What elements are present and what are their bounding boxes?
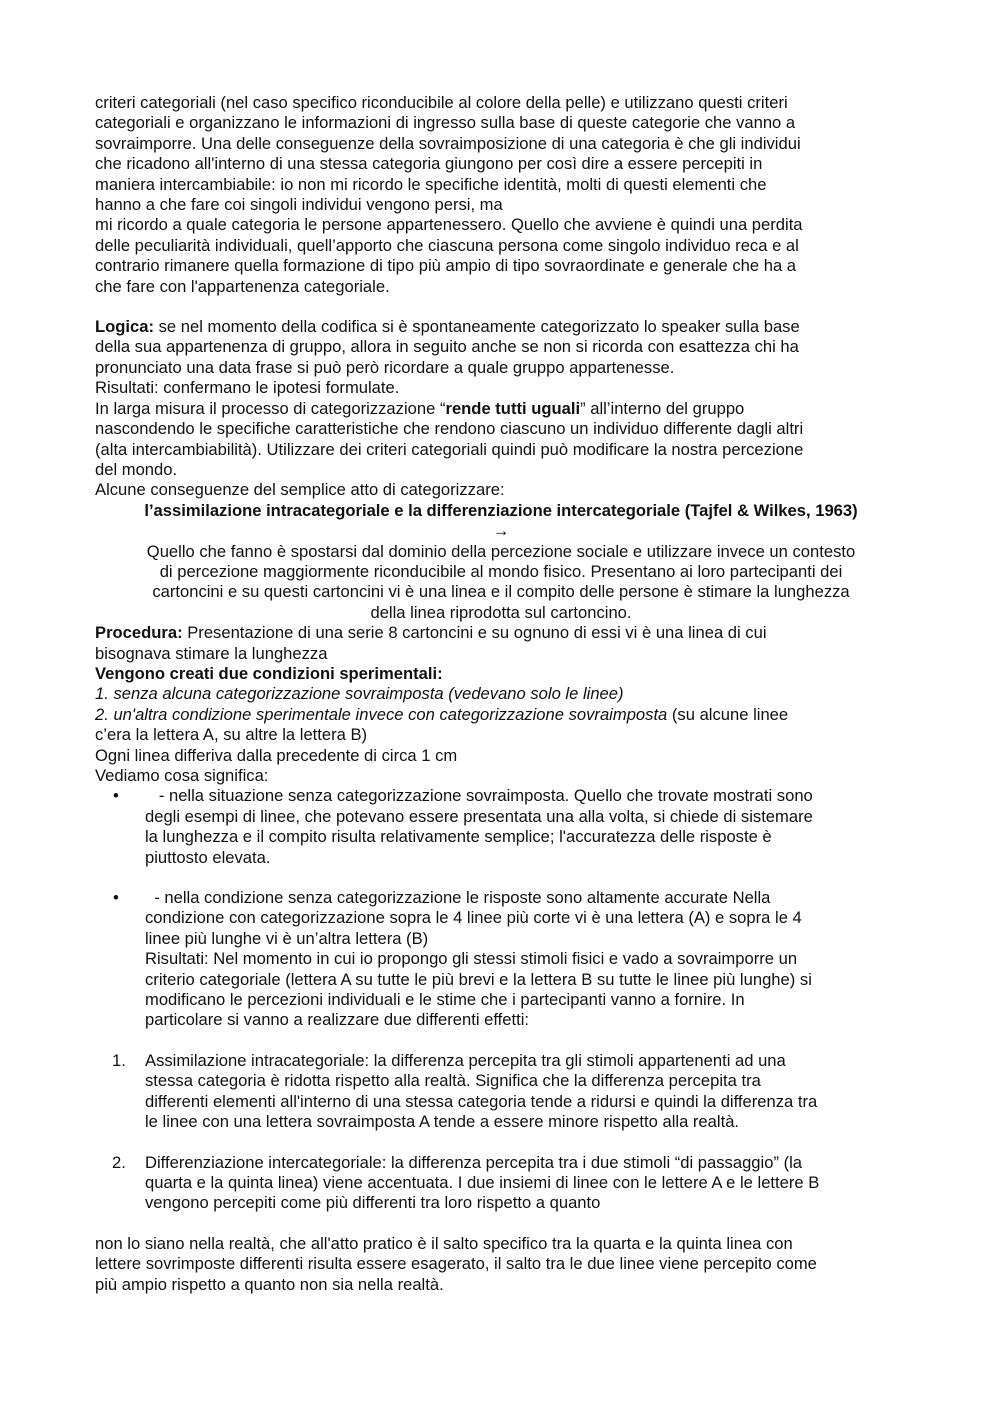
risultati-line: Risultati: confermano le ipotesi formulate. xyxy=(95,378,400,398)
numbered-item xyxy=(95,1051,907,1133)
paragraph-spacer xyxy=(95,1031,907,1051)
condition-2-rest: (su alcune linee xyxy=(667,704,789,724)
vediamo-line: Vediamo cosa significa: xyxy=(95,766,269,785)
arrow-icon: → xyxy=(492,521,510,541)
text-line: piuttosto elevata. xyxy=(145,847,271,867)
text-line: Quello che fanno è spostarsi dal dominio della percezione sociale e utilizzare invece un contesto xyxy=(146,541,856,561)
text-line: della linea riprodotta sul cartoncino. xyxy=(370,602,632,622)
text-line xyxy=(145,786,907,806)
text-line: condizione con categorizzazione sopra le 4 linee più corte vi è una lettera (A) e sopra le 4 xyxy=(145,908,802,928)
text-line: Assimilazione intracategoriale: la differenza percepita tra gli stimoli appartenenti ad una xyxy=(145,1050,786,1070)
text-line xyxy=(145,888,907,908)
text-line: le linee con una lettera sovraimposta A tende a essere minore rispetto alla realtà. xyxy=(145,1112,740,1132)
bullet-item xyxy=(95,888,907,1031)
text-line: c’era la lettera A, su altre la lettera B) xyxy=(95,725,368,745)
text-line: quarta e la quinta linea) viene accentuata. I due insiemi di linee con le lettere A e le lettere B xyxy=(145,1172,820,1192)
larga-after: ” all’interno del gruppo xyxy=(580,398,745,418)
procedura-label: Procedura: xyxy=(95,623,183,643)
intro-paragraph xyxy=(95,93,907,297)
text-line: sovraimporre. Una delle conseguenze della sovraimposizione di una categoria è che gli individui xyxy=(95,133,801,153)
text-line: che ricadono all'interno di una stessa categoria giungono per così dire a essere percepiti in xyxy=(95,154,763,174)
text-line: Differenziazione intercategoriale: la differenza percepita tra i due stimoli “di passaggio” (la xyxy=(145,1152,803,1172)
text-line: criteri categoriali (nel caso specifico riconducibile al colore della pelle) e utilizzano questi criteri xyxy=(95,93,788,112)
condizioni-heading-text: Vengono creati due condizioni sperimentali: xyxy=(95,663,443,683)
text-line: particolare si vanno a realizzare due differenti effetti: xyxy=(145,1010,530,1030)
text-line: criterio categoriale (lettera A su tutte le più brevi e la lettera B su tutte le linee più lunghe) si xyxy=(145,969,812,989)
text-line: (alta intercambiabilità). Utilizzare dei criteri categoriali quindi può modificare la nostra percezione xyxy=(95,439,804,459)
paragraph-spacer xyxy=(95,297,907,317)
text-line: lettere sovrimposte differenti risulta essere esagerato, il salto tra le due linee viene percepito come xyxy=(95,1254,817,1274)
paragraph-spacer xyxy=(95,1214,907,1234)
text-line: degli esempi di linee, che potevano essere presentata una alla volta, si chiede di sistemare xyxy=(145,806,813,826)
text-line: del mondo. xyxy=(95,459,178,479)
procedura-paragraph xyxy=(95,623,907,664)
condizioni-heading xyxy=(95,664,907,684)
paragraph-spacer xyxy=(95,1133,907,1153)
text-line: cartoncini e su questi cartoncini vi è una linea e il compito delle persone è stimare la lunghezza xyxy=(152,582,850,602)
logica-paragraph xyxy=(95,317,907,378)
text-line: differenti elementi all'interno di una stessa categoria tende a ridursi e quindi la differenza tra xyxy=(145,1091,818,1111)
condition-1 xyxy=(95,684,907,704)
text-line: di percezione maggiormente riconducibile al mondo fisico. Presentano ai loro partecipanti dei xyxy=(159,561,843,581)
final-paragraph xyxy=(95,1234,907,1295)
text-line: che fare con l'appartenenza categoriale. xyxy=(95,276,390,296)
text-line: più ampio rispetto a quanto non sia nella realtà. xyxy=(95,1274,444,1294)
text-line: categoriali e organizzano le informazioni di ingresso sulla base di queste categorie che vanno a xyxy=(95,113,796,133)
text-line: Risultati: Nel momento in cui io propongo gli stessi stimoli fisici e vado a sovraimporre un xyxy=(145,949,798,969)
section-heading-text: l’assimilazione intracategoriale e la differenziazione intercategoriale (Tajfel & Wilkes, 1963) xyxy=(144,500,858,520)
text-line: pronunciato una data frase si può però ricordare a quale gruppo appartenesse. xyxy=(95,357,675,377)
bullet-item xyxy=(95,786,907,868)
text-line: della sua appartenenza di gruppo, allora in seguito anche se non si ricorda con esattezza chi ha xyxy=(95,337,799,357)
procedura-text: Presentazione di una serie 8 cartoncini e su ognuno di essi vi è una linea di cui xyxy=(182,623,767,643)
text-line: modificano le percezioni individuali e le stime che i partecipanti vanno a fornire. In xyxy=(145,990,745,1010)
text-line: la lunghezza e il compito risulta relativamente semplice; l'accuratezza delle risposte è xyxy=(145,827,772,847)
document-page xyxy=(95,93,907,1295)
bullet-icon: • xyxy=(113,786,119,806)
condition-2 xyxy=(95,705,907,725)
logica-label: Logica: xyxy=(95,317,155,337)
number-marker: 2. xyxy=(112,1152,126,1172)
text-line: mi ricordo a quale categoria le persone appartenessero. Quello che avviene è quindi una perdita xyxy=(95,215,803,235)
bullet-text: - nella situazione senza categorizzazione sovraimposta. Quello che trovate mostrati sono xyxy=(158,786,813,806)
condition-1-text: 1. senza alcuna categorizzazione sovraimposta (vedevano solo le linee) xyxy=(95,684,624,704)
centered-section xyxy=(95,501,907,623)
text-line: contrario rimanere quella formazione di tipo più ampio di tipo sovraordinate e generale che ha a xyxy=(95,256,797,276)
number-marker: 1. xyxy=(112,1050,126,1070)
text-line: nascondendo le specifiche caratteristiche che rendono ciascuno un individuo differente dagli altri xyxy=(95,419,804,439)
larga-bold: rende tutti uguali xyxy=(445,398,581,418)
alcune-line: Alcune conseguenze del semplice atto di categorizzare: xyxy=(95,480,505,500)
section-heading xyxy=(95,501,907,521)
text-line: stessa categoria è ridotta rispetto alla realtà. Significa che la differenza percepita tra xyxy=(145,1071,761,1091)
text-line xyxy=(95,399,907,419)
text-line: hanno a che fare coi singoli individui vengono persi, ma xyxy=(95,195,503,215)
condition-2-italic: 2. un'altra condizione sperimentale invece con categorizzazione sovraimposta xyxy=(95,704,668,724)
larga-before: In larga misura il processo di categorizzazione “ xyxy=(95,398,446,418)
bullet-icon: • xyxy=(113,888,119,908)
paragraph-spacer xyxy=(95,868,907,888)
larga-paragraph xyxy=(95,399,907,481)
numbered-item xyxy=(95,1153,907,1214)
text-line xyxy=(95,623,907,643)
text-line: non lo siano nella realtà, che all'atto pratico è il salto specifico tra la quarta e la quinta linea con xyxy=(95,1233,793,1253)
text-line: vengono percepiti come più differenti tra loro rispetto a quanto xyxy=(145,1193,601,1213)
text-line xyxy=(95,317,907,337)
ogni-line: Ogni linea differiva dalla precedente di circa 1 cm xyxy=(95,745,458,765)
text-line: delle peculiarità individuali, quell’apporto che ciascuna persona come singolo individuo reca e al xyxy=(95,235,799,255)
text-line: linee più lunghe vi è un’altra lettera (B) xyxy=(145,928,429,948)
bullet-text: - nella condizione senza categorizzazione le risposte sono altamente accurate Nella xyxy=(154,888,771,908)
text-line: bisognava stimare la lunghezza xyxy=(95,643,328,663)
logica-text: se nel momento della codifica si è spontaneamente categorizzato lo speaker sulla base xyxy=(154,317,800,337)
text-line: maniera intercambiabile: io non mi ricordo le specifiche identità, molti di questi elementi che xyxy=(95,174,767,194)
